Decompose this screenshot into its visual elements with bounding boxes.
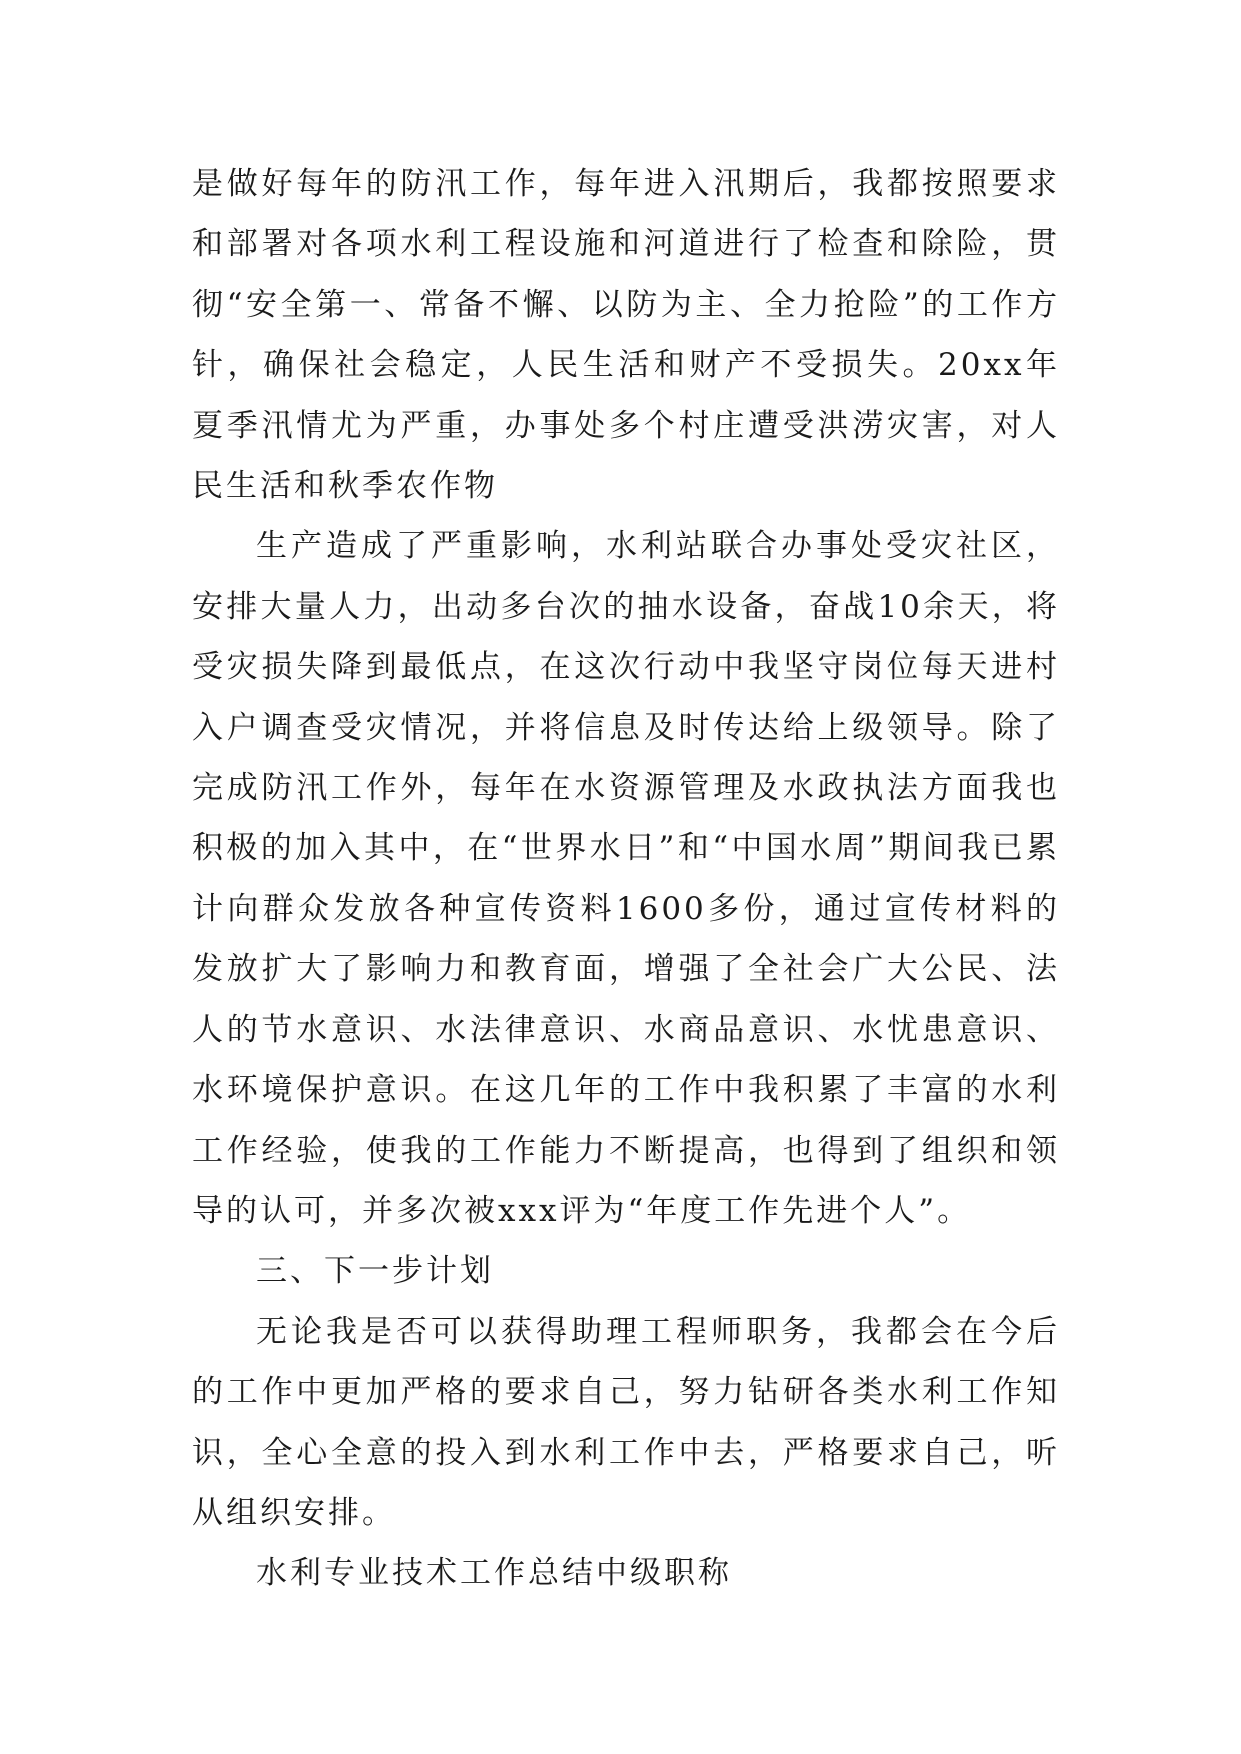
section-heading-next-plan: 三、下一步计划	[256, 1253, 494, 1290]
paragraph-flood-response: 生产造成了严重影响，水利站联合办事处受灾社区，安排大量人力，出动多台次的抽水设备，奋战10余天，将受灾损失降到最低点，在这次行动中我坚守岗位每天进村入户调查受灾情况，并将信息及时传达给上级领导。除了完成防汛工作外，每年在水资源管理及水政执法方面我也积极的加入其中，在“世界水日”和“中国水周”期间我已累计向群众发放各种宣传资料1600多份，通过宣传材料的发放扩大了影响力和教育面，增强了全社会广大公民、法人的节水意识、水法律意识、水商品意识、水忧患意识、水环境保护意识。在这几年的工作中我积累了丰富的水利工作经验，使我的工作能力不断提高，也得到了组织和领导的认可，并多次被xxx评为“年度工作先进个人”。	[192, 528, 1060, 1229]
paragraph-flood-control-intro: 是做好每年的防汛工作，每年进入汛期后，我都按照要求和部署对各项水利工程设施和河道进行了检查和除险，贯彻“安全第一、常备不懈、以防为主、全力抢险”的工作方针，确保社会稳定，人民生活和财产不受损失。20xx年夏季汛情尤为严重，办事处多个村庄遭受洪涝灾害，对人民生活和秋季农作物	[192, 166, 1060, 505]
document-body	[192, 154, 1060, 1604]
paragraph-next-plan: 无论我是否可以获得助理工程师职务，我都会在今后的工作中更加严格的要求自己，努力钻研各类水利工作知识，全心全意的投入到水利工作中去，严格要求自己，听从组织安排。	[192, 1313, 1060, 1531]
document-title-line: 水利专业技术工作总结中级职称	[256, 1555, 732, 1592]
